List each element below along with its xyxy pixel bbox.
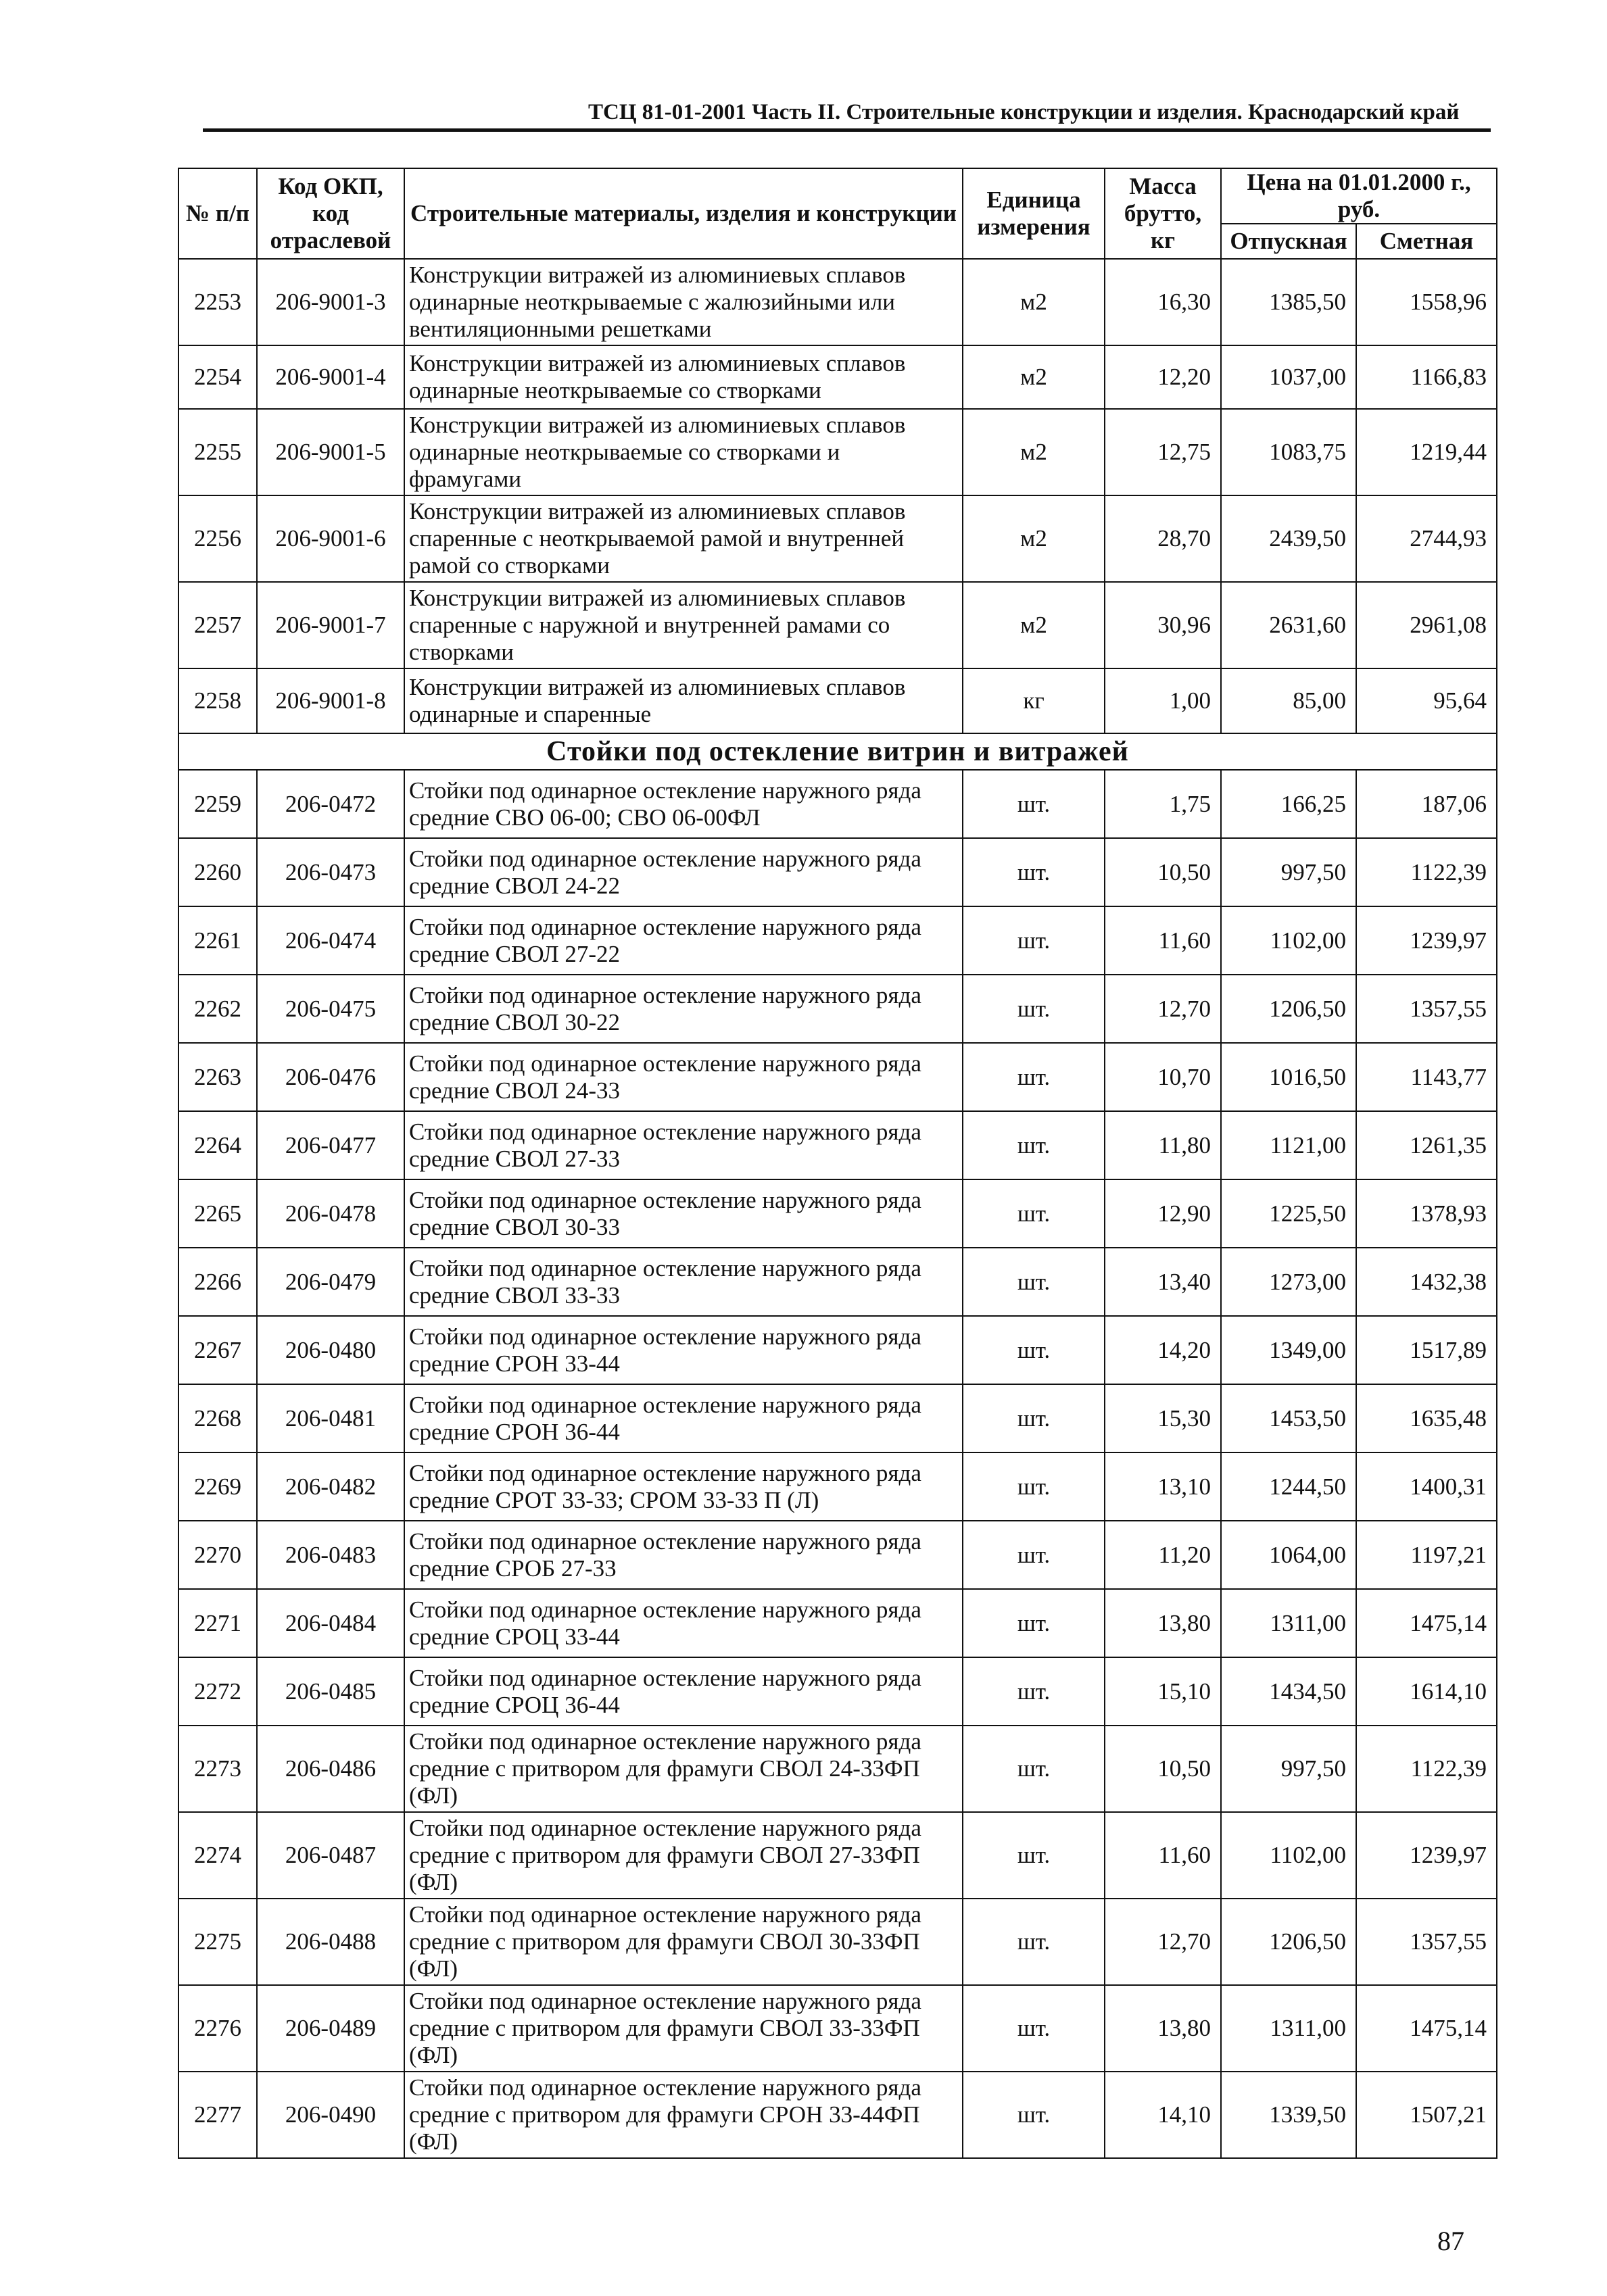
unit-cell: шт. [963, 770, 1105, 838]
row-number: 2255 [178, 409, 257, 495]
estimate-price: 1357,55 [1356, 975, 1497, 1043]
release-price: 1121,00 [1221, 1111, 1356, 1179]
mass-cell: 13,10 [1105, 1452, 1221, 1521]
table-row [178, 345, 1497, 409]
estimate-price: 1357,55 [1356, 1899, 1497, 1985]
release-price: 1311,00 [1221, 1985, 1356, 2072]
col-header-price-estimate: Сметная [1356, 224, 1497, 259]
mass-cell: 10,70 [1105, 1043, 1221, 1111]
row-number: 2263 [178, 1043, 257, 1111]
item-name: Стойки под одинарное остекление наружного ряда средние СВОЛ 30-22 [404, 975, 963, 1043]
col-header-price-release: Отпускная [1221, 224, 1356, 259]
item-name: Стойки под одинарное остекление наружного ряда средние СРОЦ 33-44 [404, 1589, 963, 1657]
section-row-group [178, 733, 1497, 770]
row-number: 2266 [178, 1248, 257, 1316]
item-name: Конструкции витражей из алюминиевых сплавов одинарные и спаренные [404, 668, 963, 733]
row-number: 2256 [178, 495, 257, 582]
table-row [178, 1248, 1497, 1316]
estimate-price: 1219,44 [1356, 409, 1497, 495]
item-name: Конструкции витражей из алюминиевых сплавов одинарные неоткрываемые со створками [404, 345, 963, 409]
row-number: 2258 [178, 668, 257, 733]
estimate-price: 1400,31 [1356, 1452, 1497, 1521]
mass-cell: 30,96 [1105, 582, 1221, 668]
release-price: 997,50 [1221, 838, 1356, 906]
item-name: Стойки под одинарное остекление наружного ряда средние с притвором для фрамуги СВОЛ 30-33ФП (ФЛ) [404, 1899, 963, 1985]
unit-cell: шт. [963, 838, 1105, 906]
item-name: Стойки под одинарное остекление наружного ряда средние СВОЛ 24-22 [404, 838, 963, 906]
table-row [178, 2072, 1497, 2158]
table-row [178, 668, 1497, 733]
estimate-price: 1475,14 [1356, 1985, 1497, 2072]
header-rule [203, 128, 1491, 132]
release-price: 1037,00 [1221, 345, 1356, 409]
item-name: Стойки под одинарное остекление наружного ряда средние СРОБ 27-33 [404, 1521, 963, 1589]
estimate-price: 1166,83 [1356, 345, 1497, 409]
release-price: 1273,00 [1221, 1248, 1356, 1316]
unit-cell: м2 [963, 409, 1105, 495]
release-price: 1206,50 [1221, 1899, 1356, 1985]
col-header-code: Код ОКП, код отраслевой [257, 168, 404, 259]
okp-code: 206-0477 [257, 1111, 404, 1179]
estimate-price: 1122,39 [1356, 838, 1497, 906]
release-price: 1102,00 [1221, 906, 1356, 975]
row-number: 2254 [178, 345, 257, 409]
mass-cell: 13,80 [1105, 1589, 1221, 1657]
table-row [178, 906, 1497, 975]
estimate-price: 1558,96 [1356, 259, 1497, 345]
mass-cell: 1,75 [1105, 770, 1221, 838]
col-header-unit: Единица измерения [963, 168, 1105, 259]
okp-code: 206-0475 [257, 975, 404, 1043]
mass-cell: 16,30 [1105, 259, 1221, 345]
release-price: 1244,50 [1221, 1452, 1356, 1521]
table-row [178, 1043, 1497, 1111]
release-price: 1339,50 [1221, 2072, 1356, 2158]
row-number: 2264 [178, 1111, 257, 1179]
item-name: Стойки под одинарное остекление наружного ряда средние СВОЛ 30-33 [404, 1179, 963, 1248]
unit-cell: шт. [963, 1726, 1105, 1812]
unit-cell: шт. [963, 906, 1105, 975]
release-price: 1349,00 [1221, 1316, 1356, 1384]
row-number: 2260 [178, 838, 257, 906]
mass-cell: 15,30 [1105, 1384, 1221, 1452]
okp-code: 206-9001-6 [257, 495, 404, 582]
okp-code: 206-9001-5 [257, 409, 404, 495]
unit-cell: шт. [963, 1111, 1105, 1179]
mass-cell: 12,20 [1105, 345, 1221, 409]
okp-code: 206-0484 [257, 1589, 404, 1657]
price-table [178, 168, 1497, 2159]
estimate-price: 2744,93 [1356, 495, 1497, 582]
table-row [178, 1521, 1497, 1589]
mass-cell: 14,20 [1105, 1316, 1221, 1384]
mass-cell: 11,80 [1105, 1111, 1221, 1179]
estimate-price: 95,64 [1356, 668, 1497, 733]
okp-code: 206-9001-7 [257, 582, 404, 668]
unit-cell: шт. [963, 1316, 1105, 1384]
release-price: 1453,50 [1221, 1384, 1356, 1452]
col-header-num: № п/п [178, 168, 257, 259]
mass-cell: 28,70 [1105, 495, 1221, 582]
unit-cell: шт. [963, 1985, 1105, 2072]
col-header-name: Строительные материалы, изделия и конструкции [404, 168, 963, 259]
table-row [178, 1726, 1497, 1812]
item-name: Стойки под одинарное остекление наружного ряда средние с притвором для фрамуги СВОЛ 24-33ФП (ФЛ) [404, 1726, 963, 1812]
okp-code: 206-0474 [257, 906, 404, 975]
row-number: 2265 [178, 1179, 257, 1248]
okp-code: 206-0490 [257, 2072, 404, 2158]
unit-cell: шт. [963, 1657, 1105, 1726]
release-price: 997,50 [1221, 1726, 1356, 1812]
item-name: Конструкции витражей из алюминиевых сплавов одинарные неоткрываемые с жалюзийными или вентиляционными решетками [404, 259, 963, 345]
table-row [178, 838, 1497, 906]
row-number: 2259 [178, 770, 257, 838]
item-name: Конструкции витражей из алюминиевых сплавов одинарные неоткрываемые со створками и фрамугами [404, 409, 963, 495]
mass-cell: 10,50 [1105, 1726, 1221, 1812]
okp-code: 206-0486 [257, 1726, 404, 1812]
estimate-price: 1614,10 [1356, 1657, 1497, 1726]
table-row [178, 1111, 1497, 1179]
item-name: Стойки под одинарное остекление наружного ряда средние СРОН 33-44 [404, 1316, 963, 1384]
mass-cell: 12,75 [1105, 409, 1221, 495]
running-header: ТСЦ 81-01-2001 Часть II. Строительные конструкции и изделия. Краснодарский край [588, 100, 1460, 124]
okp-code: 206-0476 [257, 1043, 404, 1111]
item-name: Стойки под одинарное остекление наружного ряда средние СВОЛ 33-33 [404, 1248, 963, 1316]
estimate-price: 1475,14 [1356, 1589, 1497, 1657]
row-number: 2257 [178, 582, 257, 668]
table-row [178, 259, 1497, 345]
unit-cell: шт. [963, 1248, 1105, 1316]
table-row [178, 495, 1497, 582]
table-body-windows [178, 259, 1497, 733]
unit-cell: шт. [963, 1179, 1105, 1248]
release-price: 1434,50 [1221, 1657, 1356, 1726]
release-price: 1016,50 [1221, 1043, 1356, 1111]
row-number: 2267 [178, 1316, 257, 1384]
okp-code: 206-0472 [257, 770, 404, 838]
unit-cell: кг [963, 668, 1105, 733]
unit-cell: шт. [963, 975, 1105, 1043]
estimate-price: 2961,08 [1356, 582, 1497, 668]
unit-cell: м2 [963, 259, 1105, 345]
unit-cell: м2 [963, 495, 1105, 582]
release-price: 2631,60 [1221, 582, 1356, 668]
item-name: Конструкции витражей из алюминиевых сплавов спаренные с наружной и внутренней рамами со створками [404, 582, 963, 668]
col-header-mass: Масса брутто, кг [1105, 168, 1221, 259]
table-row [178, 582, 1497, 668]
release-price: 1083,75 [1221, 409, 1356, 495]
release-price: 85,00 [1221, 668, 1356, 733]
estimate-price: 1239,97 [1356, 1812, 1497, 1899]
release-price: 1225,50 [1221, 1179, 1356, 1248]
row-number: 2270 [178, 1521, 257, 1589]
okp-code: 206-0481 [257, 1384, 404, 1452]
item-name: Стойки под одинарное остекление наружного ряда средние СРОЦ 36-44 [404, 1657, 963, 1726]
unit-cell: шт. [963, 1043, 1105, 1111]
table-row [178, 770, 1497, 838]
item-name: Стойки под одинарное остекление наружного ряда средние с притвором для фрамуги СРОН 33-44ФП (ФЛ) [404, 2072, 963, 2158]
release-price: 1064,00 [1221, 1521, 1356, 1589]
okp-code: 206-9001-4 [257, 345, 404, 409]
estimate-price: 1197,21 [1356, 1521, 1497, 1589]
table-row [178, 1589, 1497, 1657]
row-number: 2275 [178, 1899, 257, 1985]
unit-cell: шт. [963, 1589, 1105, 1657]
release-price: 166,25 [1221, 770, 1356, 838]
release-price: 1385,50 [1221, 259, 1356, 345]
okp-code: 206-0489 [257, 1985, 404, 2072]
table-row [178, 1985, 1497, 2072]
section-row [178, 733, 1497, 770]
okp-code: 206-0485 [257, 1657, 404, 1726]
release-price: 1206,50 [1221, 975, 1356, 1043]
row-number: 2261 [178, 906, 257, 975]
okp-code: 206-0479 [257, 1248, 404, 1316]
table-row [178, 1452, 1497, 1521]
table-row [178, 1899, 1497, 1985]
item-name: Конструкции витражей из алюминиевых сплавов спаренные с неоткрываемой рамой и внутренней рамой со створками [404, 495, 963, 582]
mass-cell: 13,80 [1105, 1985, 1221, 2072]
unit-cell: шт. [963, 1521, 1105, 1589]
release-price: 1102,00 [1221, 1812, 1356, 1899]
okp-code: 206-0480 [257, 1316, 404, 1384]
unit-cell: м2 [963, 345, 1105, 409]
unit-cell: м2 [963, 582, 1105, 668]
okp-code: 206-0487 [257, 1812, 404, 1899]
okp-code: 206-9001-8 [257, 668, 404, 733]
item-name: Стойки под одинарное остекление наружного ряда средние СРОТ 33-33; СРОМ 33-33 П (Л) [404, 1452, 963, 1521]
table-row [178, 1316, 1497, 1384]
row-number: 2271 [178, 1589, 257, 1657]
unit-cell: шт. [963, 1384, 1105, 1452]
estimate-price: 1122,39 [1356, 1726, 1497, 1812]
table-row [178, 409, 1497, 495]
mass-cell: 11,60 [1105, 1812, 1221, 1899]
row-number: 2253 [178, 259, 257, 345]
mass-cell: 1,00 [1105, 668, 1221, 733]
estimate-price: 1517,89 [1356, 1316, 1497, 1384]
estimate-price: 1635,48 [1356, 1384, 1497, 1452]
table-row [178, 975, 1497, 1043]
page-number: 87 [1437, 2226, 1464, 2256]
table-body-posts [178, 770, 1497, 2158]
table-row [178, 1812, 1497, 1899]
mass-cell: 14,10 [1105, 2072, 1221, 2158]
okp-code: 206-0478 [257, 1179, 404, 1248]
okp-code: 206-0482 [257, 1452, 404, 1521]
mass-cell: 15,10 [1105, 1657, 1221, 1726]
item-name: Стойки под одинарное остекление наружного ряда средние с притвором для фрамуги СВОЛ 27-33ФП (ФЛ) [404, 1812, 963, 1899]
table-row [178, 1179, 1497, 1248]
row-number: 2276 [178, 1985, 257, 2072]
section-title: Стойки под остекление витрин и витражей [178, 733, 1497, 770]
okp-code: 206-9001-3 [257, 259, 404, 345]
mass-cell: 12,90 [1105, 1179, 1221, 1248]
item-name: Стойки под одинарное остекление наружного ряда средние СВОЛ 27-22 [404, 906, 963, 975]
release-price: 1311,00 [1221, 1589, 1356, 1657]
row-number: 2272 [178, 1657, 257, 1726]
mass-cell: 11,60 [1105, 906, 1221, 975]
release-price: 2439,50 [1221, 495, 1356, 582]
mass-cell: 11,20 [1105, 1521, 1221, 1589]
estimate-price: 1378,93 [1356, 1179, 1497, 1248]
item-name: Стойки под одинарное остекление наружного ряда средние с притвором для фрамуги СВОЛ 33-33ФП (ФЛ) [404, 1985, 963, 2072]
okp-code: 206-0483 [257, 1521, 404, 1589]
item-name: Стойки под одинарное остекление наружного ряда средние СВОЛ 24-33 [404, 1043, 963, 1111]
item-name: Стойки под одинарное остекление наружного ряда средние СРОН 36-44 [404, 1384, 963, 1452]
row-number: 2269 [178, 1452, 257, 1521]
estimate-price: 187,06 [1356, 770, 1497, 838]
item-name: Стойки под одинарное остекление наружного ряда средние СВО 06-00; СВО 06-00ФЛ [404, 770, 963, 838]
okp-code: 206-0488 [257, 1899, 404, 1985]
mass-cell: 12,70 [1105, 1899, 1221, 1985]
estimate-price: 1143,77 [1356, 1043, 1497, 1111]
table-row [178, 1384, 1497, 1452]
mass-cell: 13,40 [1105, 1248, 1221, 1316]
okp-code: 206-0473 [257, 838, 404, 906]
row-number: 2262 [178, 975, 257, 1043]
row-number: 2277 [178, 2072, 257, 2158]
estimate-price: 1432,38 [1356, 1248, 1497, 1316]
mass-cell: 12,70 [1105, 975, 1221, 1043]
unit-cell: шт. [963, 2072, 1105, 2158]
item-name: Стойки под одинарное остекление наружного ряда средние СВОЛ 27-33 [404, 1111, 963, 1179]
row-number: 2273 [178, 1726, 257, 1812]
unit-cell: шт. [963, 1812, 1105, 1899]
unit-cell: шт. [963, 1452, 1105, 1521]
estimate-price: 1261,35 [1356, 1111, 1497, 1179]
estimate-price: 1239,97 [1356, 906, 1497, 975]
unit-cell: шт. [963, 1899, 1105, 1985]
row-number: 2268 [178, 1384, 257, 1452]
table-row [178, 1657, 1497, 1726]
mass-cell: 10,50 [1105, 838, 1221, 906]
row-number: 2274 [178, 1812, 257, 1899]
col-header-price-group: Цена на 01.01.2000 г., руб. [1221, 168, 1497, 224]
estimate-price: 1507,21 [1356, 2072, 1497, 2158]
